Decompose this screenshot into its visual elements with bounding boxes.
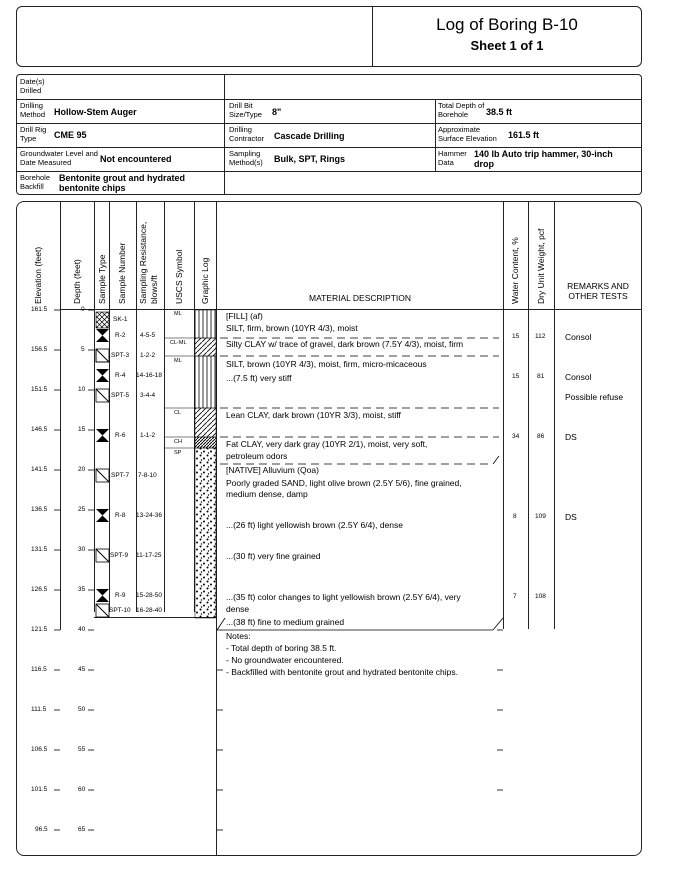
density-5: 108 (535, 593, 546, 600)
sample-ring-r9 (96, 589, 109, 602)
col-depth: Depth (feet) (72, 259, 82, 304)
sample-bulk-sk1 (96, 312, 109, 328)
col-resistance-unit: blows/ft (149, 275, 159, 304)
desc-15: ...(38 ft) fine to medium grained (226, 617, 345, 627)
depth-13: 65 (78, 826, 86, 833)
sample-blows-7: 13-24-36 (136, 512, 163, 519)
contractor-value: Cascade Drilling (274, 131, 345, 141)
backfill-label: Borehole Backfill (20, 173, 51, 191)
graphic-ch (195, 437, 216, 448)
desc-6: Fat CLAY, very dark gray (10YR 2/1), moist, very soft, (226, 439, 428, 449)
sampling-label: Sampling Method(s) (229, 149, 263, 167)
surface-elevation-value: 161.5 ft (508, 130, 540, 140)
graphic-cl (195, 408, 216, 437)
remark-0: Consol (565, 332, 592, 342)
depth-12: 60 (78, 786, 86, 793)
boring-log-table (16, 201, 642, 856)
depth-7: 35 (78, 586, 86, 593)
drilling-method-label: Drilling Method (20, 101, 46, 119)
backfill-value: Bentonite grout and hydrated bentonite chips (59, 173, 185, 193)
elev-12: 101.5 (31, 786, 48, 793)
elev-13: 96.5 (35, 826, 48, 833)
sheet-number: Sheet 1 of 1 (470, 38, 544, 53)
uscs-4: CH (174, 439, 182, 445)
depth-9: 45 (78, 666, 86, 673)
density-3: 86 (537, 433, 545, 440)
desc-12: ...(30 ft) very fine grained (226, 551, 321, 561)
total-depth-value: 38.5 ft (486, 107, 513, 117)
water-1: 15 (512, 373, 520, 380)
uscs-1: CL-ML (170, 340, 187, 346)
sample-num-1: R-2 (115, 332, 126, 339)
drill-rig-label: Drill Rig Type (20, 125, 47, 143)
col-material: MATERIAL DESCRIPTION (308, 293, 411, 303)
elev-2: 151.5 (31, 386, 48, 393)
uscs-2: ML (174, 358, 182, 364)
col-sample-type: Sample Type (97, 254, 107, 304)
desc-7: petroleum odors (226, 451, 288, 461)
uscs-5: SP (174, 450, 182, 456)
desc-2: Silty CLAY w/ trace of gravel, dark brown (7.5Y 4/3), moist, firm (226, 339, 464, 349)
sample-num-0: SK-1 (113, 316, 128, 323)
desc-13: ...(35 ft) color changes to light yellowish brown (2.5Y 6/4), very (226, 592, 461, 602)
sample-num-3: R-4 (115, 372, 126, 379)
depth-5: 25 (78, 506, 86, 513)
elev-0: 161.5 (31, 306, 48, 313)
col-uscs: USCS Symbol (174, 249, 184, 304)
depth-6: 30 (78, 546, 86, 553)
note-1: - Total depth of boring 38.5 ft. (226, 643, 337, 653)
sampling-value: Bulk, SPT, Rings (274, 154, 346, 164)
note-3: - Backfilled with bentonite grout and hydrated bentonite chips. (226, 667, 459, 677)
notes-title: Notes: (226, 631, 251, 641)
col-density: Dry Unit Weight, pcf (536, 228, 546, 304)
drill-bit-label: Drill Bit Size/Type (229, 101, 262, 119)
sample-ring-r6 (96, 429, 109, 442)
total-depth-label: Total Depth of Borehole (438, 101, 485, 119)
desc-5: Lean CLAY, dark brown (10YR 3/3), moist, stiff (226, 410, 401, 420)
sample-num-9: R-9 (115, 592, 126, 599)
desc-10: medium dense, damp (226, 489, 308, 499)
col-water: Water Content, % (510, 237, 520, 304)
sample-blows-2: 1-2-2 (140, 352, 156, 359)
sample-num-5: R-6 (115, 432, 126, 439)
graphic-sp (195, 448, 216, 618)
sample-num-8: SPT-9 (110, 552, 129, 559)
sample-ring-r4 (96, 369, 109, 382)
hammer-value: 140 lb Auto trip hammer, 30-inch drop (474, 149, 613, 169)
desc-1: SILT, firm, brown (10YR 4/3), moist (226, 323, 358, 333)
desc-8: [NATIVE] Alluvium (Qoa) (226, 465, 319, 475)
sample-blows-3: 14-16-18 (136, 372, 163, 379)
groundwater-label: Groundwater Level and Date Measured (20, 149, 98, 167)
depth-2: 10 (78, 386, 86, 393)
header-info (16, 74, 642, 195)
elev-6: 131.5 (31, 546, 48, 553)
depth-3: 15 (78, 426, 86, 433)
remark-3: DS (565, 432, 577, 442)
hammer-label: Hammer Data (438, 149, 467, 167)
elev-8: 121.5 (31, 626, 48, 633)
drill-bit-value: 8" (272, 107, 282, 117)
water-0: 15 (512, 333, 520, 340)
sample-blows-10: 16-28-40 (136, 607, 163, 614)
desc-9: Poorly graded SAND, light olive brown (2.5Y 5/6), fine grained, (226, 478, 462, 488)
desc-4: ...(7.5 ft) very stiff (226, 373, 292, 383)
remark-1: Consol (565, 372, 592, 382)
drilling-method-value: Hollow-Stem Auger (54, 107, 137, 117)
sample-blows-6: 7-8-10 (138, 472, 157, 479)
contractor-label: Drilling Contractor (229, 125, 265, 143)
note-2: - No groundwater encountered. (226, 655, 344, 665)
col-remarks-line1: REMARKS AND (567, 281, 629, 291)
graphic-ml-2 (195, 356, 216, 408)
elev-9: 116.5 (31, 666, 47, 673)
drill-rig-value: CME 95 (54, 130, 87, 140)
elev-7: 126.5 (31, 586, 48, 593)
sample-num-4: SPT-5 (111, 392, 130, 399)
desc-0: [FILL] (af) (226, 311, 263, 321)
sample-blows-8: 11-17-25 (136, 552, 162, 559)
depth-11: 55 (78, 746, 86, 753)
depth-10: 50 (78, 706, 86, 713)
water-5: 7 (513, 593, 517, 600)
depth-0: 0 (81, 306, 85, 313)
sample-blows-9: 15-28-50 (136, 592, 163, 599)
uscs-3: CL (174, 410, 182, 416)
uscs-0: ML (174, 311, 182, 317)
sample-blows-5: 1-1-2 (140, 432, 156, 439)
sample-blows-1: 4-5-5 (140, 332, 156, 339)
title-box (16, 6, 642, 67)
elev-10: 111.5 (31, 706, 47, 713)
remark-4: DS (565, 512, 577, 522)
sample-num-7: R-8 (115, 512, 126, 519)
col-resistance: Sampling Resistance, (138, 221, 148, 304)
elev-11: 106.5 (31, 746, 48, 753)
col-graphic-log: Graphic Log (200, 257, 210, 304)
log-title: Log of Boring B-10 (436, 15, 578, 34)
sample-num-6: SPT-7 (111, 472, 130, 479)
sample-ring-r8 (96, 509, 109, 522)
density-4: 109 (535, 513, 546, 520)
surface-elevation-label: Approximate Surface Elevation (438, 125, 497, 143)
graphic-ml-1 (195, 310, 216, 338)
elev-5: 136.5 (31, 506, 48, 513)
desc-14: dense (226, 604, 250, 614)
water-3: 34 (512, 433, 520, 440)
sample-spt-3 (96, 349, 109, 362)
density-0: 112 (535, 333, 546, 340)
elev-4: 141.5 (31, 466, 48, 473)
sample-num-10: SPT-10 (109, 607, 131, 614)
graphic-clml (195, 338, 216, 356)
sample-ring-r2 (96, 329, 109, 342)
remark-2: Possible refuse (565, 392, 624, 402)
sample-num-2: SPT-3 (111, 352, 130, 359)
depth-8: 40 (78, 626, 86, 633)
groundwater-value: Not encountered (100, 154, 172, 164)
elev-3: 146.5 (31, 426, 48, 433)
col-remarks-line2: OTHER TESTS (568, 291, 628, 301)
col-elevation: Elevation (feet) (33, 246, 43, 304)
col-sample-number: Sample Number (117, 242, 127, 304)
desc-11: ...(26 ft) light yellowish brown (2.5Y 6/4), dense (226, 520, 404, 530)
depth-1: 5 (81, 346, 85, 353)
depth-4: 20 (78, 466, 86, 473)
elev-1: 156.5 (31, 346, 48, 353)
dates-label: Date(s) Drilled (20, 77, 45, 95)
desc-3: SILT, brown (10YR 4/3), moist, firm, micro-micaceous (226, 359, 427, 369)
depth-ticks (54, 310, 503, 830)
water-4: 8 (513, 513, 517, 520)
sample-blows-4: 3-4-4 (140, 392, 156, 399)
density-1: 81 (537, 373, 545, 380)
